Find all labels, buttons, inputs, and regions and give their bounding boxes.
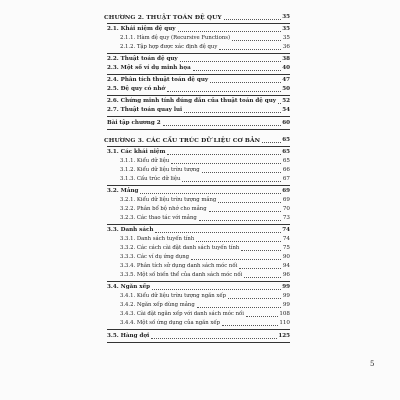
- toc-entry-page: 94: [282, 263, 290, 270]
- toc-section-entry: [104, 106, 290, 115]
- toc-dot-leader: [182, 180, 281, 182]
- toc-subsection-entry: [104, 214, 290, 223]
- toc-dot-leader: [196, 240, 281, 242]
- toc-entry-title: 2.2. Thuật toán đệ quy: [107, 56, 178, 63]
- toc-divider-line: [107, 224, 290, 225]
- toc-entry-title: 3.3. Danh sách: [107, 226, 154, 233]
- toc-entry-page: 96: [282, 272, 290, 279]
- toc-subsection-entry: [104, 196, 290, 205]
- toc-entry-title: 2.1.1. Hàm đệ quy (Recursive Functions): [120, 35, 231, 42]
- toc-divider-line: [107, 53, 290, 54]
- toc-divider-line: [107, 281, 290, 282]
- toc-subsection-entry: [104, 301, 290, 310]
- toc-subsection-entry: [104, 205, 290, 214]
- toc-subsection-entry: [104, 262, 290, 271]
- toc-subsection-entry: [104, 253, 290, 262]
- toc-divider-line: [107, 185, 290, 186]
- toc-entry-page: 38: [282, 56, 290, 63]
- toc-entry-page: 65: [282, 157, 290, 164]
- toc-subsection-entry: [104, 319, 290, 328]
- toc-subsection-entry: [104, 157, 290, 166]
- toc-section-entry: [104, 55, 290, 64]
- toc-dot-leader: [193, 69, 281, 71]
- toc-section-entry: [104, 118, 290, 127]
- toc-subsection-entry: [104, 271, 290, 280]
- toc-entry-page: 65: [282, 136, 290, 143]
- table-of-contents: [104, 13, 290, 344]
- toc-dot-leader: [167, 153, 281, 155]
- toc-subsection-entry: [104, 175, 290, 184]
- toc-dot-leader: [228, 297, 281, 299]
- toc-section-entry: [104, 64, 290, 73]
- toc-section-entry: [104, 85, 290, 94]
- toc-dot-leader: [167, 90, 281, 92]
- toc-dot-leader: [209, 210, 281, 212]
- toc-dot-leader: [184, 111, 281, 113]
- toc-entry-page: 74: [282, 236, 290, 243]
- toc-dot-leader: [278, 102, 281, 104]
- toc-entry-page: 67: [282, 175, 290, 182]
- toc-subsection-entry: [104, 43, 290, 52]
- toc-entry-page: 35: [282, 35, 290, 42]
- toc-section-entry: [104, 283, 290, 292]
- toc-divider-line: [107, 342, 290, 343]
- toc-dot-leader: [241, 249, 281, 251]
- toc-entry-page: 47: [282, 77, 290, 84]
- toc-entry-title: CHƯƠNG 3. CÁC CẤU TRÚC DỮ LIỆU CƠ BẢN: [104, 136, 261, 144]
- toc-dot-leader: [210, 81, 281, 83]
- toc-entry-title: 3.3.1. Danh sách tuyến tính: [120, 236, 195, 243]
- toc-entry-page: 50: [282, 86, 290, 93]
- toc-dot-leader: [246, 315, 278, 317]
- toc-divider-line: [107, 23, 290, 24]
- toc-entry-title: 3.3.5. Một số biến thể của danh sách móc nối: [120, 272, 243, 279]
- toc-entry-page: 110: [279, 320, 290, 327]
- toc-entry-title: 2.5. Đệ quy có nhớ: [107, 86, 166, 93]
- toc-entry-page: 40: [282, 65, 290, 72]
- toc-section-entry: [104, 226, 290, 235]
- toc-entry-page: 35: [282, 14, 290, 21]
- toc-entry-page: 99: [282, 284, 290, 291]
- toc-divider-line: [107, 74, 290, 75]
- toc-entry-page: 52: [282, 98, 290, 105]
- toc-divider-line: [107, 146, 290, 147]
- toc-entry-page: 65: [282, 148, 290, 155]
- toc-entry-title: 2.4. Phân tích thuật toán đệ quy: [107, 77, 209, 84]
- toc-divider-line: [107, 116, 290, 117]
- toc-section-entry: [104, 331, 290, 340]
- toc-dot-leader: [244, 276, 281, 278]
- toc-entry-page: 99: [282, 302, 290, 309]
- toc-entry-page: 90: [282, 254, 290, 261]
- toc-entry-title: Bài tập chương 2: [107, 119, 161, 126]
- toc-dot-leader: [171, 162, 281, 164]
- toc-dot-leader: [155, 231, 281, 233]
- toc-entry-title: 2.7. Thuật toán quay lui: [107, 107, 183, 114]
- toc-entry-title: 3.2.1. Kiểu dữ liệu trừu tượng mảng: [120, 196, 217, 203]
- toc-dot-leader: [239, 267, 281, 269]
- toc-entry-page: 35: [282, 26, 290, 33]
- toc-dot-leader: [232, 39, 281, 41]
- toc-entry-page: 75: [282, 245, 290, 252]
- toc-subsection-entry: [104, 244, 290, 253]
- toc-divider-line: [107, 95, 290, 96]
- toc-entry-page: 108: [279, 311, 290, 318]
- toc-entry-title: 3.4.3. Cài đặt ngăn xếp với danh sách móc nối: [120, 311, 244, 318]
- page-number: 5: [370, 360, 375, 368]
- toc-dot-leader: [222, 324, 278, 326]
- toc-entry-page: 125: [278, 332, 290, 339]
- toc-section-entry: [104, 76, 290, 85]
- toc-dot-leader: [224, 18, 281, 20]
- toc-entry-title: 3.1.3. Cấu trúc dữ liệu: [120, 175, 181, 182]
- toc-entry-title: 2.3. Một số ví dụ minh họa: [107, 65, 191, 72]
- toc-subsection-entry: [104, 166, 290, 175]
- toc-subsection-entry: [104, 292, 290, 301]
- toc-entry-title: 3.4.2. Ngăn xếp dùng mảng: [120, 302, 195, 309]
- toc-entry-title: 3.4.1. Kiểu dữ liệu trừu tượng ngăn xếp: [120, 293, 227, 300]
- toc-entry-title: 3.3.2. Các cách cài đặt danh sách tuyến tính: [120, 245, 240, 252]
- toc-entry-title: 2.1. Khái niệm đệ quy: [107, 26, 176, 33]
- toc-entry-title: 3.2.3. Các thao tác với mảng: [120, 214, 197, 221]
- toc-entry-page: 54: [282, 107, 290, 114]
- toc-entry-title: 3.4.4. Một số ứng dụng của ngăn xếp: [120, 320, 221, 327]
- toc-entry-title: 3.3.4. Phân tích sử dụng danh sách móc nối: [120, 263, 238, 270]
- toc-entry-title: 2.1.2. Tập hợp được xác định đệ quy: [120, 44, 218, 51]
- toc-chapter-entry: [104, 13, 290, 22]
- toc-entry-title: CHƯƠNG 2. THUẬT TOÁN ĐỆ QUY: [104, 14, 222, 22]
- toc-chapter-entry: [104, 136, 290, 145]
- toc-dot-leader: [180, 60, 281, 62]
- toc-entry-page: 99: [282, 293, 290, 300]
- toc-entry-page: 73: [282, 214, 290, 221]
- toc-entry-page: 70: [282, 205, 290, 212]
- toc-entry-title: 3.4. Ngăn xếp: [107, 284, 151, 291]
- toc-dot-leader: [151, 337, 277, 339]
- toc-section-entry: [104, 148, 290, 157]
- toc-dot-leader: [178, 30, 281, 32]
- toc-entry-title: 3.5. Hàng đợi: [107, 332, 150, 339]
- toc-entry-page: 74: [282, 226, 290, 233]
- toc-section-entry: [104, 97, 290, 106]
- toc-divider-line: [107, 129, 290, 130]
- toc-dot-leader: [191, 258, 281, 260]
- toc-entry-title: 2.6. Chứng minh tính đúng đắn của thuật toán đệ quy: [107, 98, 277, 105]
- toc-entry-page: 69: [282, 187, 290, 194]
- toc-dot-leader: [219, 48, 281, 50]
- toc-entry-title: 3.2. Mảng: [107, 187, 139, 194]
- toc-entry-title: 3.2.2. Phân bổ bộ nhớ cho mảng: [120, 205, 207, 212]
- toc-dot-leader: [163, 124, 281, 126]
- toc-entry-page: 69: [282, 196, 290, 203]
- toc-section-entry: [104, 25, 290, 34]
- toc-entry-title: 3.1.2. Kiểu dữ liệu trừu tượng: [120, 166, 200, 173]
- toc-subsection-entry: [104, 310, 290, 319]
- toc-dot-leader: [202, 171, 281, 173]
- toc-divider-line: [107, 329, 290, 330]
- toc-dot-leader: [218, 201, 281, 203]
- toc-entry-title: 3.1. Các khái niệm: [107, 148, 166, 155]
- toc-dot-leader: [199, 219, 281, 221]
- toc-entry-page: 66: [282, 166, 290, 173]
- toc-subsection-entry: [104, 34, 290, 43]
- toc-entry-page: 36: [282, 44, 290, 51]
- toc-dot-leader: [262, 141, 281, 143]
- toc-dot-leader: [140, 192, 281, 194]
- toc-dot-leader: [197, 306, 281, 308]
- toc-entry-page: 60: [282, 119, 290, 126]
- toc-entry-title: 3.3.3. Các ví dụ ứng dụng: [120, 254, 190, 261]
- toc-dot-leader: [152, 288, 281, 290]
- toc-subsection-entry: [104, 235, 290, 244]
- toc-section-entry: [104, 187, 290, 196]
- toc-entry-title: 3.1.1. Kiểu dữ liệu: [120, 157, 170, 164]
